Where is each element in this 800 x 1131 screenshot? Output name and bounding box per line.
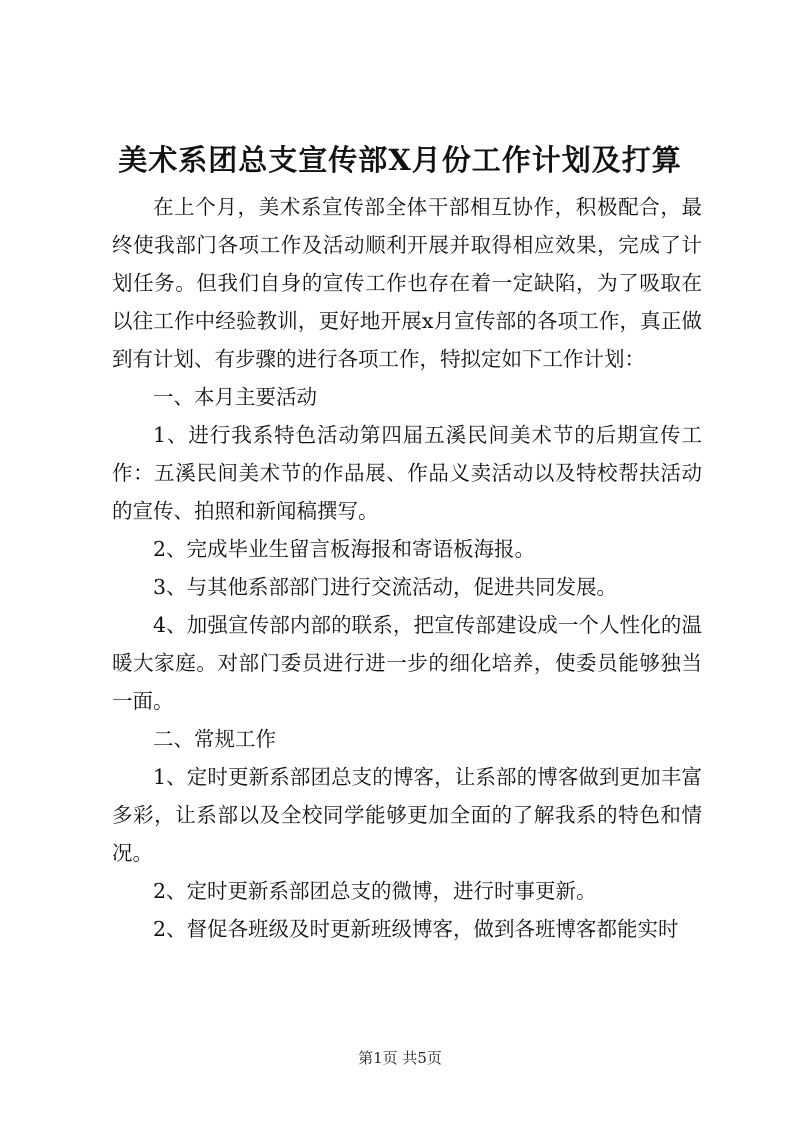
activity-item-1: 1、进行我系特色活动第四届五溪民间美术节的后期宣传工作：五溪民间美术节的作品展、作品义卖活动以及特校帮扶活动的宣传、拍照和新闻稿撰写。: [112, 423, 702, 523]
routine-item-1: 1、定时更新系部团总支的博客，让系部的博客做到更加丰富多彩，让系部以及全校同学能够更加全面的了解我系的特色和情况。: [112, 765, 702, 865]
section-heading-routine-work: 二、常规工作: [153, 727, 276, 751]
section-heading-main-activities: 一、本月主要活动: [153, 385, 317, 409]
activity-item-3: 3、与其他系部部门进行交流活动，促进共同发展。: [153, 575, 618, 599]
intro-paragraph: 在上个月，美术系宣传部全体干部相互协作，积极配合，最终使我部门各项工作及活动顺利开展并取得相应效果，完成了计划任务。但我们自身的宣传工作也存在着一定缺陷，为了吸取在以往工作中经验教训，更好地开展x月宣传部的各项工作，真正做到有计划、有步骤的进行各项工作，特拟定如下工作计划：: [112, 195, 702, 371]
document-body: [112, 188, 702, 948]
activity-item-4: 4、加强宣传部内部的联系，把宣传部建设成一个人性化的温暖大家庭。对部门委员进行进一步的细化培养，使委员能够独当一面。: [112, 613, 702, 713]
routine-item-3: 2、督促各班级及时更新班级博客，做到各班博客都能实时: [153, 917, 679, 941]
activity-item-2: 2、完成毕业生留言板海报和寄语板海报。: [153, 537, 536, 561]
document-title: 美术系团总支宣传部X月份工作计划及打算: [118, 143, 682, 177]
page-footer: 第1页 共5页: [358, 1049, 442, 1067]
routine-item-2: 2、定时更新系部团总支的微博，进行时事更新。: [153, 879, 597, 903]
